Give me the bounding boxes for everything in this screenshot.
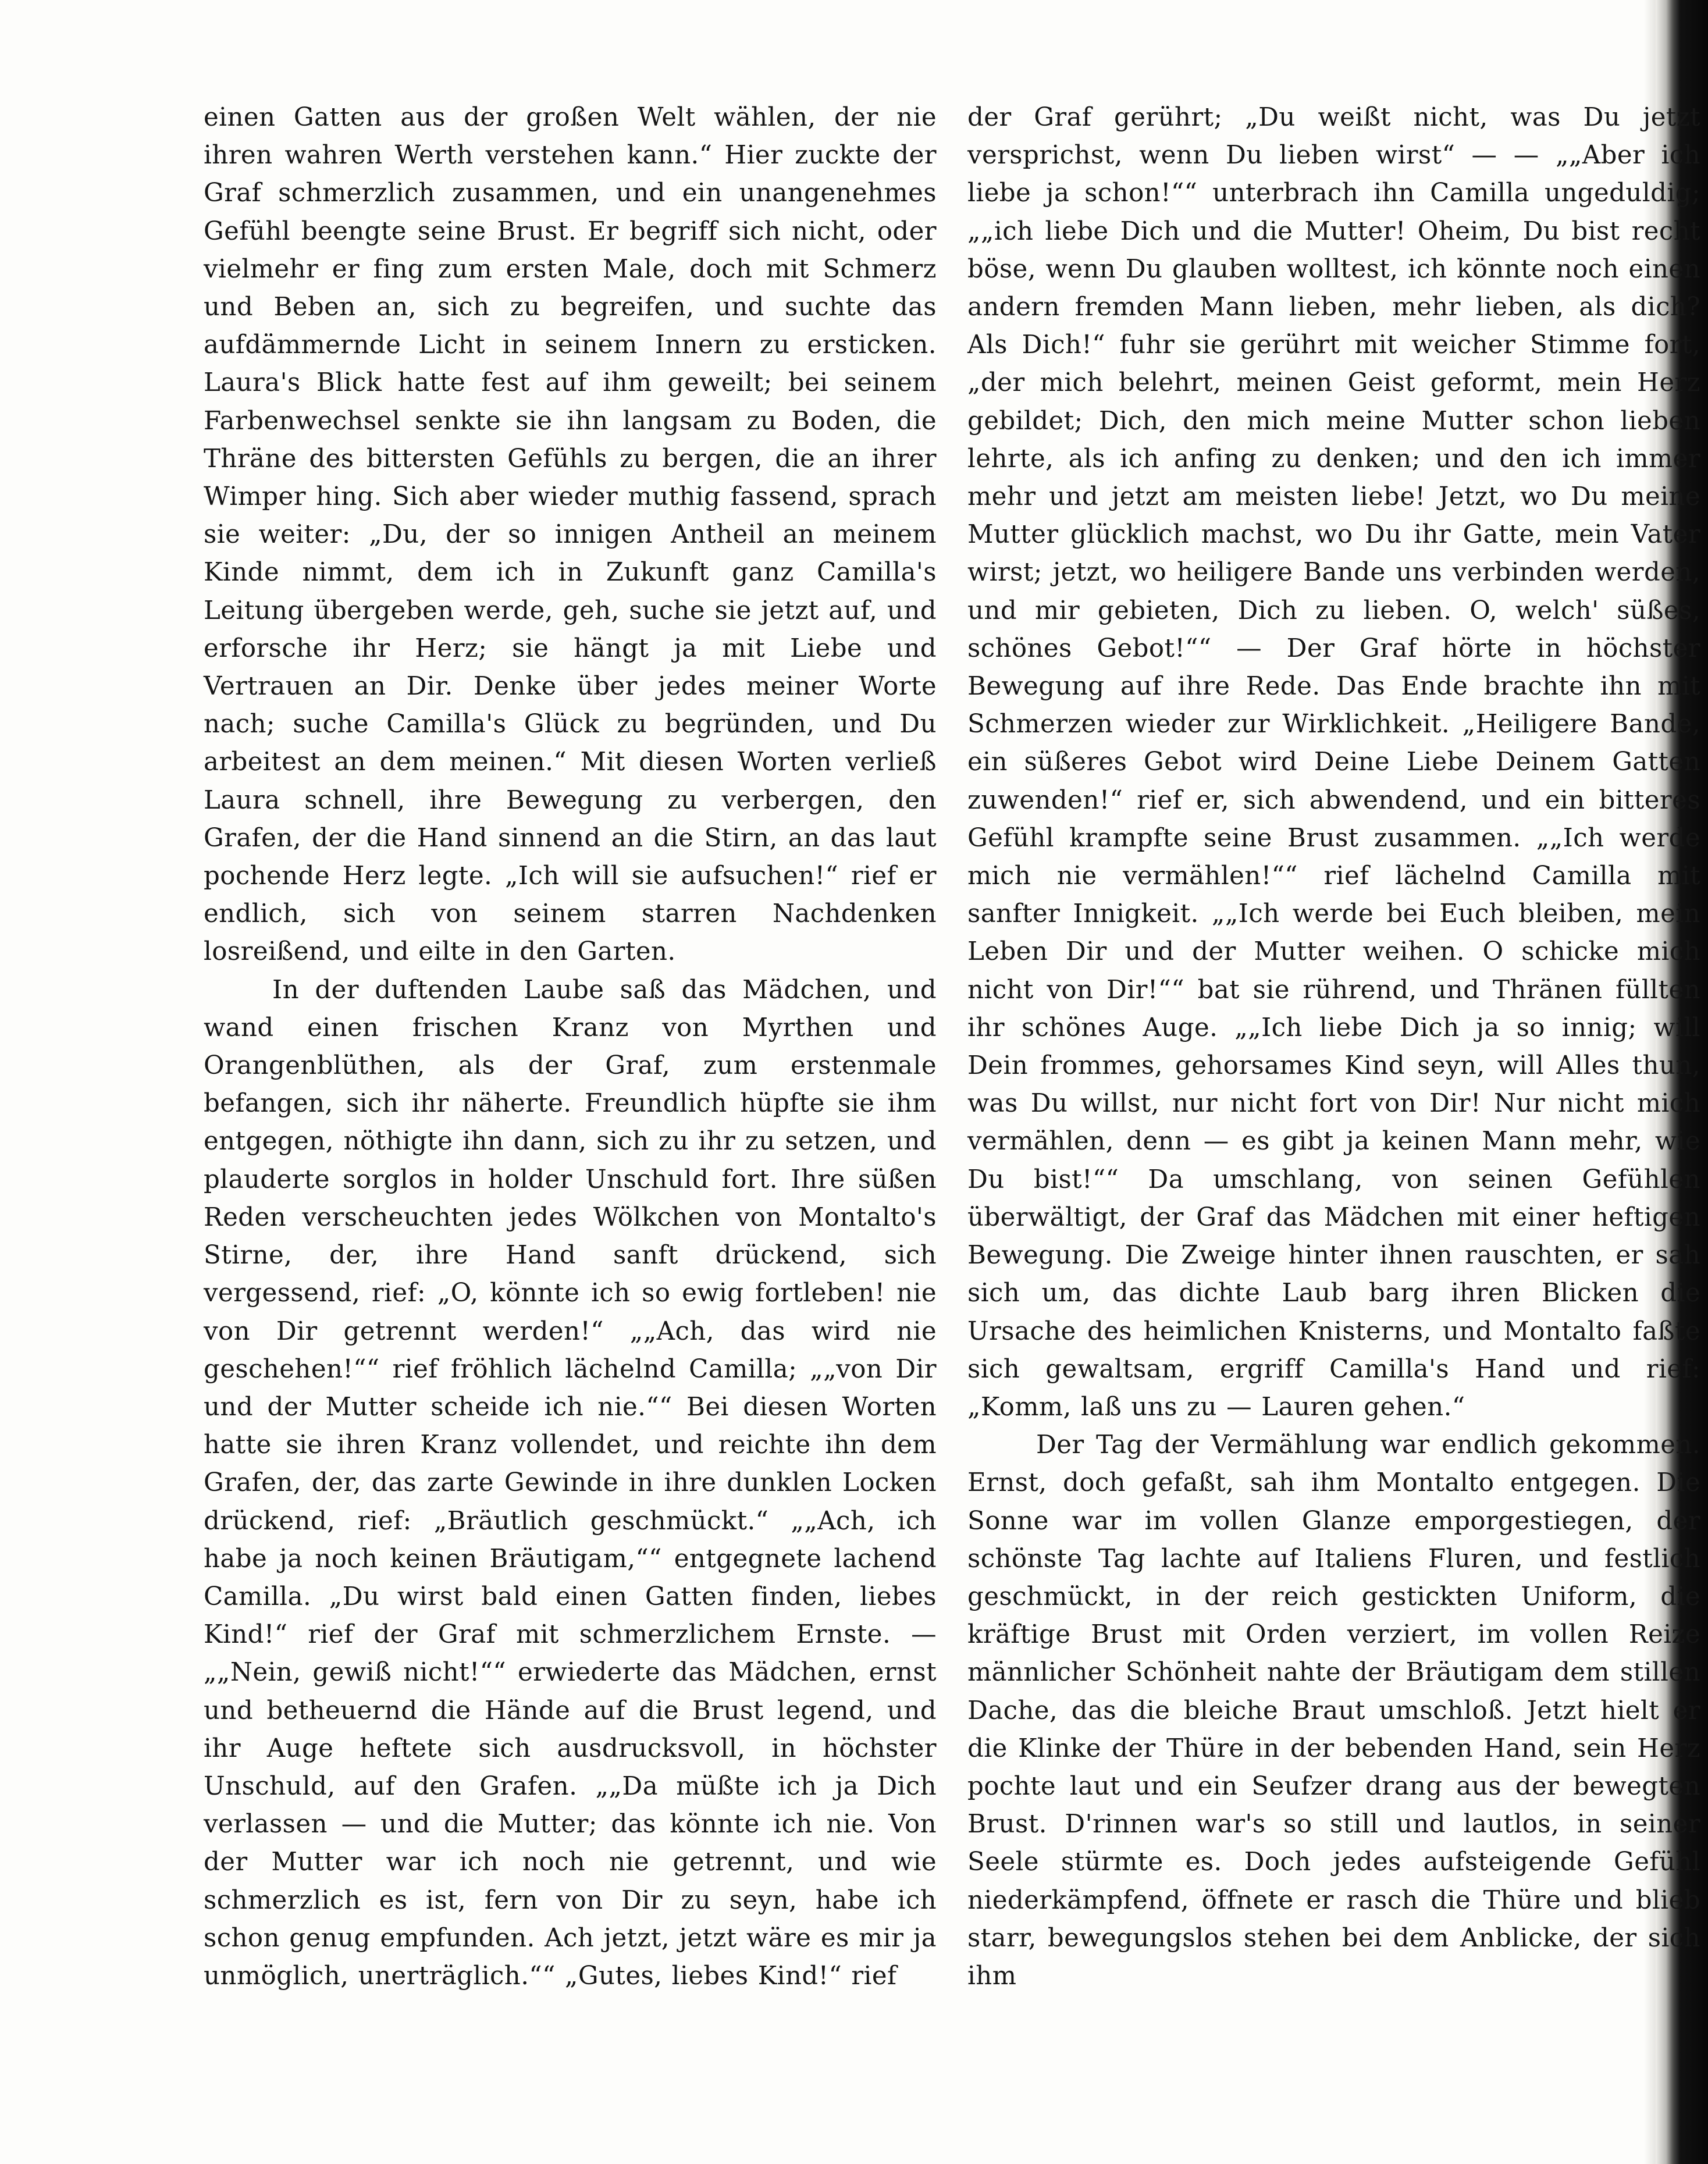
right-text-column xyxy=(967,99,1700,1991)
left-text-column xyxy=(204,99,937,1991)
right-column-paragraph-1: der Graf gerührt; „Du weißt nicht, was Du jetzt versprichst, wenn Du lieben wirst“ — — „„Aber ich liebe ja schon!““ unterbrach ihn Camilla ungeduldig; „„ich liebe Dich und die Mutter! Oheim, Du bist recht böse, wenn Du glauben wolltest, ich könnte noch einen andern fremden Mann lieben, mehr lieben, als dich? Als Dich!“ fuhr sie gerührt mit weicher Stimme fort, „der mich belehrt, meinen Geist geformt, mein Herz gebildet; Dich, den mich meine Mutter schon lieben lehrte, als ich anfing zu denken; und den ich immer mehr und jetzt am meisten liebe! Jetzt, wo Du meine Mutter glücklich machst, wo Du ihr Gatte, mein Vater wirst; jetzt, wo heiligere Bande uns verbinden werden, und mir gebieten, Dich zu lieben. O, welch' süßes, schönes Gebot!““ — Der Graf hörte in höchster Bewegung auf ihre Rede. Das Ende brachte ihn mit Schmerzen wieder zur Wirklichkeit. „Heiligere Bande, ein süßeres Gebot wird Deine Liebe Deinem Gatten zuwenden!“ rief er, sich abwendend, und ein bitteres Gefühl krampfte seine Brust zusammen. „„Ich werde mich nie vermählen!““ rief lächelnd Camilla mit sanfter Innigkeit. „„Ich werde bei Euch bleiben, mein Leben Dir und der Mutter weihen. O schicke mich nicht von Dir!““ bat sie rührend, und Thränen füllten ihr schönes Auge. „„Ich liebe Dich ja so innig; will Dein frommes, gehorsames Kind seyn, will Alles thun, was Du willst, nur nicht fort von Dir! Nur nicht mich vermählen, denn — es gibt ja keinen Mann mehr, wie Du bist!““ Da umschlang, von seinen Gefühlen überwältigt, der Graf das Mädchen mit einer heftigen Bewegung. Die Zweige hinter ihnen rauschten, er sah sich um, das dichte Laub barg ihren Blicken die Ursache des heimlichen Knisterns, und Montalto faßte sich gewaltsam, ergriff Camilla's Hand und rief: „Komm, laß uns zu — Lauren gehen.“ xyxy=(967,103,1700,1422)
left-column-paragraph-2: In der duftenden Laube saß das Mädchen, und wand einen frischen Kranz von Myrthen und Orangenblüthen, als der Graf, zum erstenmale befangen, sich ihr näherte. Freundlich hüpfte sie ihm entgegen, nöthigte ihn dann, sich zu ihr zu setzen, und plauderte sorglos in holder Unschuld fort. Ihre süßen Reden verscheuchten jedes Wölkchen von Montalto's Stirne, der, ihre Hand sanft drückend, sich vergessend, rief: „O, könnte ich so ewig fortleben! nie von Dir getrennt werden!“ „„Ach, das wird nie geschehen!““ rief fröhlich lächelnd Camilla; „„von Dir und der Mutter scheide ich nie.““ Bei diesen Worten hatte sie ihren Kranz vollendet, und reichte ihn dem Grafen, der, das zarte Gewinde in ihre dunklen Locken drückend, rief: „Bräutlich geschmückt.“ „„Ach, ich habe ja noch keinen Bräutigam,““ entgegnete lachend Camilla. „Du wirst bald einen Gatten finden, liebes Kind!“ rief der Graf mit schmerzlichem Ernste. — „„Nein, gewiß nicht!““ erwiederte das Mädchen, ernst und betheuernd die Hände auf die Brust legend, und ihr Auge heftete sich ausdrucksvoll, in höchster Unschuld, auf den Grafen. „„Da müßte ich ja Dich verlassen — und die Mutter; das könnte ich nie. Von der Mutter war ich noch nie getrennt, und wie schmerzlich es ist, fern von Dir zu seyn, habe ich schon genug empfunden. Ach jetzt, jetzt wäre es mir ja unmöglich, unerträglich.““ „Gutes, liebes Kind!“ rief xyxy=(204,975,937,1991)
right-column-paragraph-2: Der Tag der Vermählung war endlich gekommen. Ernst, doch gefaßt, sah ihm Montalto entgegen. Die Sonne war im vollen Glanze emporgestiegen, der schönste Tag lachte auf Italiens Fluren, und festlich geschmückt, in der reich gestickten Uniform, die kräftige Brust mit Orden verziert, im vollen Reize männlicher Schönheit nahte der Bräutigam dem stillen Dache, das die bleiche Braut umschloß. Jetzt hielt er die Klinke der Thüre in der bebenden Hand, sein Herz pochte laut und ein Seufzer drang aus der bewegten Brust. D'rinnen war's so still und lautlos, in seiner Seele stürmte es. Doch jedes aufsteigende Gefühl niederkämpfend, öffnete er rasch die Thüre und blieb starr, bewegungslos stehen bei dem Anblicke, der sich ihm xyxy=(967,1430,1700,1991)
left-column-paragraph-1: einen Gatten aus der großen Welt wählen, der nie ihren wahren Werth verstehen kann.“ Hier zuckte der Graf schmerzlich zusammen, und ein unangenehmes Gefühl beengte seine Brust. Er begriff sich nicht, oder vielmehr er fing zum ersten Male, doch mit Schmerz und Beben an, sich zu begreifen, und suchte das aufdämmernde Licht in seinem Innern zu ersticken. Laura's Blick hatte fest auf ihm geweilt; bei seinem Farbenwechsel senkte sie ihn langsam zu Boden, die Thräne des bittersten Gefühls zu bergen, die an ihrer Wimper hing. Sich aber wieder muthig fassend, sprach sie weiter: „Du, der so innigen Antheil an meinem Kinde nimmt, dem ich in Zukunft ganz Camilla's Leitung übergeben werde, geh, suche sie jetzt auf, und erforsche ihr Herz; sie hängt ja mit Liebe und Vertrauen an Dir. Denke über jedes meiner Worte nach; suche Camilla's Glück zu begründen, und Du arbeitest an dem meinen.“ Mit diesen Worten verließ Laura schnell, ihre Bewegung zu verbergen, den Grafen, der die Hand sinnend an die Stirn, an das laut pochende Herz legte. „Ich will sie aufsuchen!“ rief er endlich, sich von seinem starren Nachdenken losreißend, und eilte in den Garten. xyxy=(204,103,937,967)
